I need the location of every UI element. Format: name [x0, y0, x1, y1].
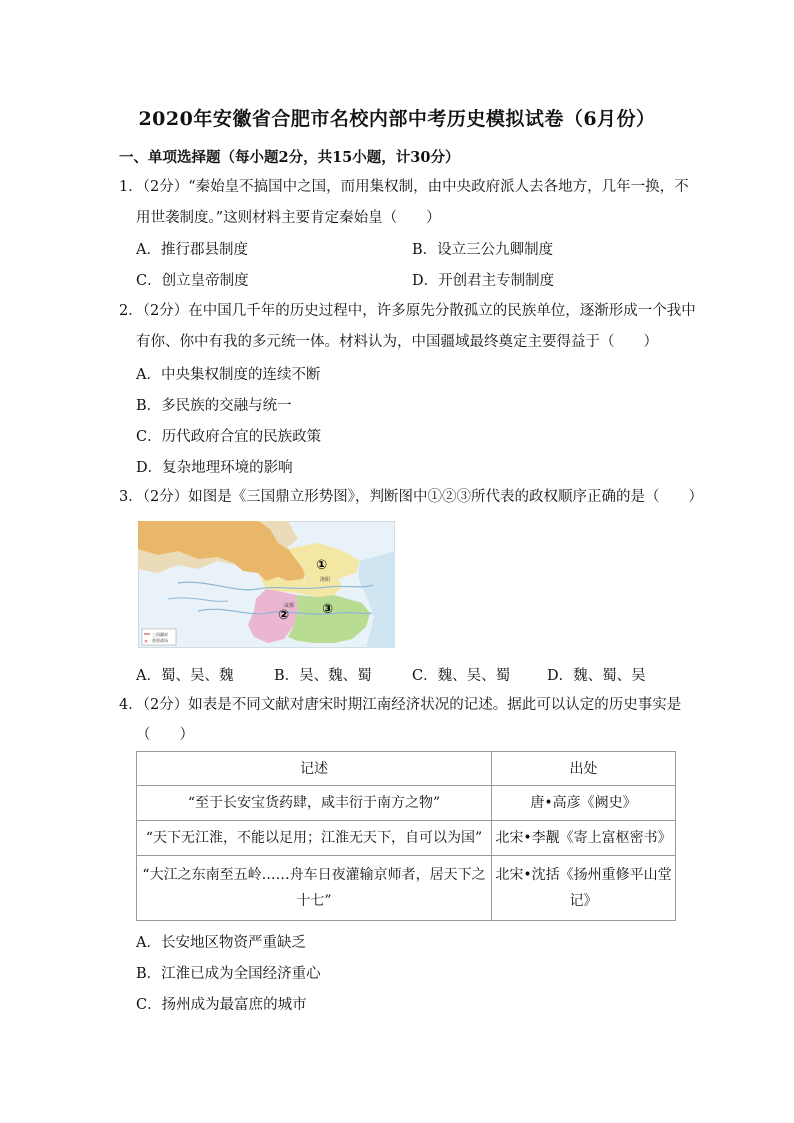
q3-option-d: D．魏、蜀、吴 [547, 668, 646, 684]
q1-option-a: A．推行郡县制度 [136, 242, 248, 258]
q1-option-c: C．创立皇帝制度 [136, 273, 249, 289]
table-cell-record: “至于长安宝货药肆，咸丰衍于南方之物” [137, 786, 492, 821]
section-heading: 一、单项选择题（每小题2分，共15小题，计30分） [119, 149, 460, 166]
map-marker-1: ① [316, 558, 328, 573]
q2-option-d: D．复杂地理环境的影响 [136, 460, 293, 476]
map-marker-2: ② [278, 608, 290, 623]
table-cell-source: 北宋•沈括《扬州重修平山堂 记》 [492, 856, 676, 921]
svg-text:✕: ✕ [144, 639, 149, 645]
q2-option-c: C．历代政府合宜的民族政策 [136, 429, 322, 445]
table-header-source: 出处 [492, 752, 676, 786]
map-city-luoyang: 洛阳 [320, 577, 331, 583]
q3-stem: 3．（2分）如图是《三国鼎立形势图》，判断图中①②③所代表的政权顺序正确的是（ ） [119, 489, 703, 505]
table-header-row [137, 752, 676, 786]
q4-option-b: B．江淮已成为全国经济重心 [136, 966, 321, 982]
q3-option-b: B．吴、魏、蜀 [274, 668, 372, 684]
q4-option-a: A．长安地区物资严重缺乏 [136, 935, 306, 951]
map-city-chengdu: 成都 [284, 603, 295, 609]
table-row [137, 821, 676, 856]
table-header-record: 记述 [137, 752, 492, 786]
map-marker-3: ③ [322, 602, 334, 617]
map-legend-battle: 重要战场 [152, 638, 168, 643]
q1-option-b: B．设立三公九卿制度 [412, 242, 554, 258]
q1-stem-line1: 1．（2分）“秦始皇不搞国中之国，而用集权制，由中央政府派人去各地方，几年一换，不 [119, 179, 689, 195]
table-row [137, 856, 676, 921]
q4-option-c: C．扬州成为最富庶的城市 [136, 997, 307, 1013]
q1-stem-line2: 用世袭制度。”这则材料主要肯定秦始皇（ ） [136, 210, 441, 226]
q4-table [136, 751, 676, 921]
q2-stem-line2: 有你、你中有我的多元统一体。材料认为，中国疆域最终奠定主要得益于（ ） [136, 334, 658, 350]
q2-option-a: A．中央集权制度的连续不断 [136, 367, 321, 383]
three-kingdoms-map [138, 521, 395, 648]
q2-option-b: B．多民族的交融与统一 [136, 398, 292, 414]
table-row [137, 786, 676, 821]
map-legend-border: 三国疆界 [152, 632, 168, 637]
q4-stem-line1: 4．（2分）如表是不同文献对唐宋时期江南经济状况的记述。据此可以认定的历史事实是 [119, 697, 682, 713]
table-cell-source: 唐•高彦《阙史》 [492, 786, 676, 821]
q3-option-a: A．蜀、吴、魏 [136, 668, 234, 684]
page-title: 2020年安徽省合肥市名校内部中考历史模拟试卷（6月份） [138, 108, 656, 130]
q4-stem-line2: （ ） [136, 727, 194, 743]
q3-option-c: C．魏、吴、蜀 [412, 668, 511, 684]
q2-stem-line1: 2．（2分）在中国几千年的历史过程中，许多原先分散孤立的民族单位，逐渐形成一个我中 [119, 303, 696, 319]
q1-option-d: D．开创君主专制制度 [412, 273, 555, 289]
table-cell-record: “大江之东南至五岭……舟车日夜灌输京师者，居天下之 十七” [137, 856, 492, 921]
table-cell-source: 北宋•李觏《寄上富枢密书》 [492, 821, 676, 856]
table-cell-record: “天下无江淮，不能以足用；江淮无天下，自可以为国” [137, 821, 492, 856]
